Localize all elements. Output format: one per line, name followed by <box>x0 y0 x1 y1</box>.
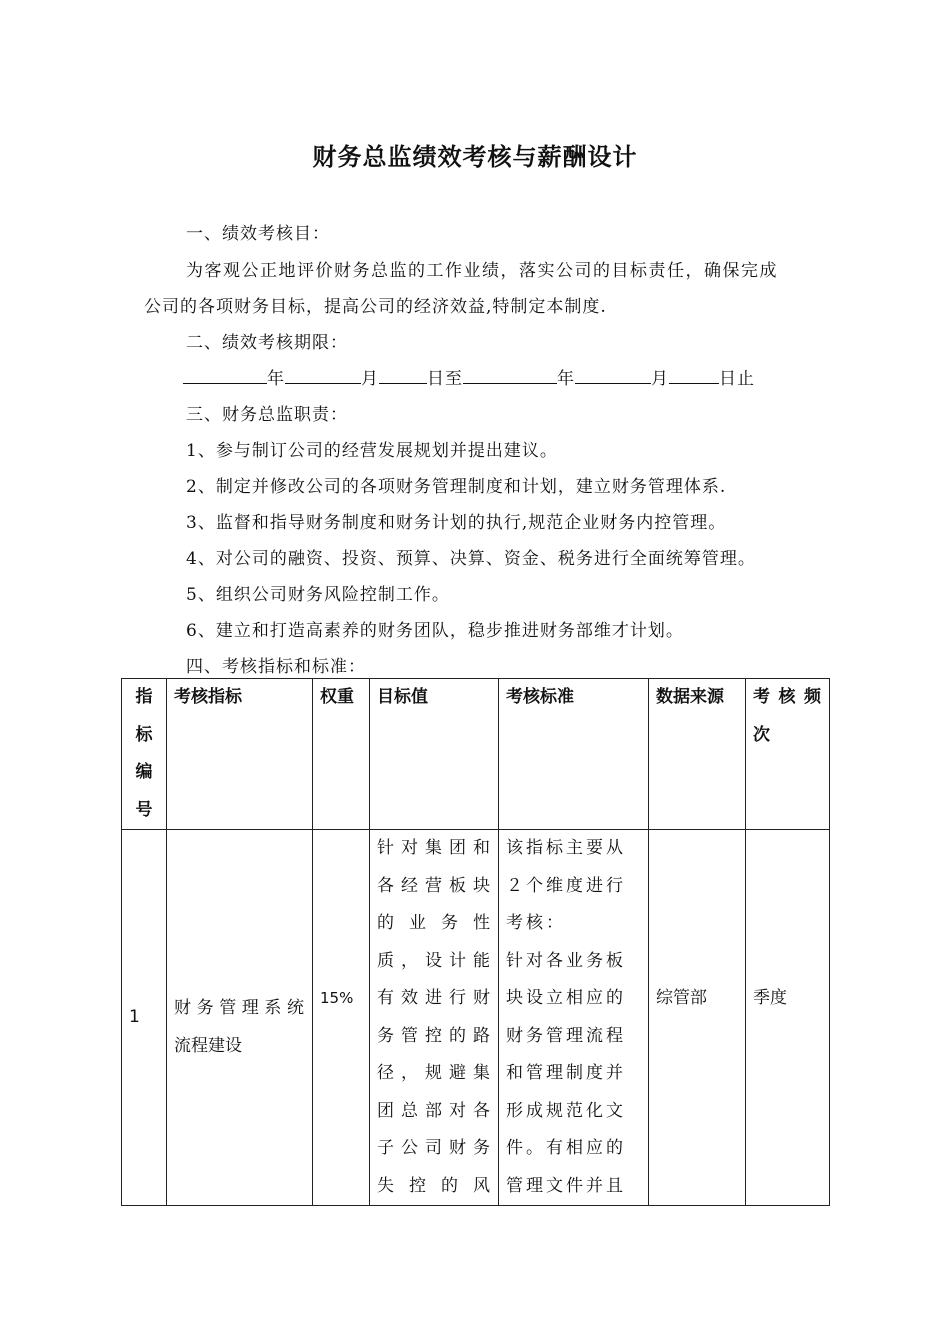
standard-line: 形成规范化文 <box>506 1100 626 1121</box>
row-standard <box>499 830 649 1206</box>
duty-item: 6、建立和打造高素养的财务团队，稳步推进财务部维才计划。 <box>186 621 684 641</box>
row-id: 1 <box>122 830 167 1206</box>
row-weight: 15% <box>313 830 370 1206</box>
standard-line: 针对各业务板 <box>506 950 626 971</box>
section1-body-line2: 公司的各项财务目标，提高公司的经济效益,特制定本制度. <box>144 297 607 317</box>
duty-item: 5、组织公司财务风险控制工作。 <box>186 585 450 605</box>
target-line: 团总部对各 <box>377 1100 491 1121</box>
header-id-char: 号 <box>135 799 153 820</box>
table-row <box>122 830 830 1206</box>
section3-heading: 三、财务总监职责： <box>186 405 348 425</box>
target-line: 的业务性 <box>377 913 491 933</box>
header-target: 目标值 <box>370 679 499 830</box>
header-weight: 权重 <box>313 679 370 830</box>
year2-label: 年 <box>557 369 575 389</box>
year1-blank[interactable] <box>183 365 267 384</box>
month2-blank[interactable] <box>575 365 651 384</box>
section1-body-line1: 为客观公正地评价财务总监的工作业绩，落实公司的目标责任，确保完成 <box>186 261 778 281</box>
standard-line: 块设立相应的 <box>506 988 626 1008</box>
header-frequency <box>746 679 830 830</box>
row-frequency: 季度 <box>746 830 830 1206</box>
duty-item: 1、参与制订公司的经营发展规划并提出建议。 <box>186 441 558 461</box>
standard-line: 件。有相应的 <box>506 1138 626 1158</box>
target-line: 径，规避集 <box>377 1063 491 1083</box>
header-id-char: 编 <box>135 762 153 782</box>
month1-blank[interactable] <box>285 365 361 384</box>
section2-heading: 二、绩效考核期限： <box>186 333 348 353</box>
target-line: 子公司财务 <box>377 1138 491 1158</box>
header-standard: 考核标准 <box>499 679 649 830</box>
standard-line: 考核： <box>506 913 566 933</box>
header-frequency-line2: 次 <box>753 724 770 745</box>
row-indicator-line2: 流程建设 <box>174 1035 242 1056</box>
header-indicator: 考核指标 <box>167 679 313 830</box>
standard-line: 该指标主要从 <box>506 838 626 858</box>
target-line: 务管控的路 <box>377 1025 491 1046</box>
target-line: 质，设计能 <box>377 950 491 971</box>
standard-line: ２个维度进行 <box>506 875 626 896</box>
period-line <box>183 364 755 389</box>
row-source: 综管部 <box>649 830 746 1206</box>
year1-label: 年 <box>267 369 285 389</box>
header-source: 数据来源 <box>649 679 746 830</box>
row-target <box>370 830 499 1206</box>
duty-item: 2、制定并修改公司的各项财务管理制度和计划，建立财务管理体系. <box>186 477 727 497</box>
year2-blank[interactable] <box>463 365 557 384</box>
table-header-row <box>122 679 830 830</box>
header-id-char: 指 <box>135 687 153 707</box>
row-indicator <box>167 830 313 1206</box>
section4-heading: 四、考核指标和标准： <box>186 657 366 677</box>
standard-line: 财务管理流程 <box>506 1025 626 1046</box>
target-line: 针对集团和 <box>377 838 491 858</box>
header-frequency-line1: 考核频 <box>753 687 822 707</box>
header-id-char: 标 <box>135 724 153 745</box>
section1-heading: 一、绩效考核目： <box>186 224 330 244</box>
duty-item: 3、监督和指导财务制度和财务计划的执行,规范企业财务内控管理。 <box>186 513 727 533</box>
kpi-table <box>121 678 830 1206</box>
day1-blank[interactable] <box>379 365 427 384</box>
target-line: 失控的风 <box>377 1175 491 1196</box>
row-indicator-line1: 财务管理系统 <box>174 998 305 1018</box>
duty-item: 4、对公司的融资、投资、预算、决算、资金、税务进行全面统筹管理。 <box>186 549 756 569</box>
header-id <box>122 679 167 830</box>
standard-line: 和管理制度并 <box>506 1063 626 1083</box>
month2-label: 月 <box>651 369 669 389</box>
page-title: 财务总监绩效考核与薪酬设计 <box>312 143 638 171</box>
day1-to-label: 日至 <box>427 369 463 389</box>
day2-end-label: 日止 <box>719 369 755 389</box>
target-line: 有效进行财 <box>377 988 491 1008</box>
standard-line: 管理文件并且 <box>506 1175 626 1196</box>
target-line: 各经营板块 <box>377 875 491 896</box>
day2-blank[interactable] <box>669 365 719 384</box>
month1-label: 月 <box>361 369 379 389</box>
